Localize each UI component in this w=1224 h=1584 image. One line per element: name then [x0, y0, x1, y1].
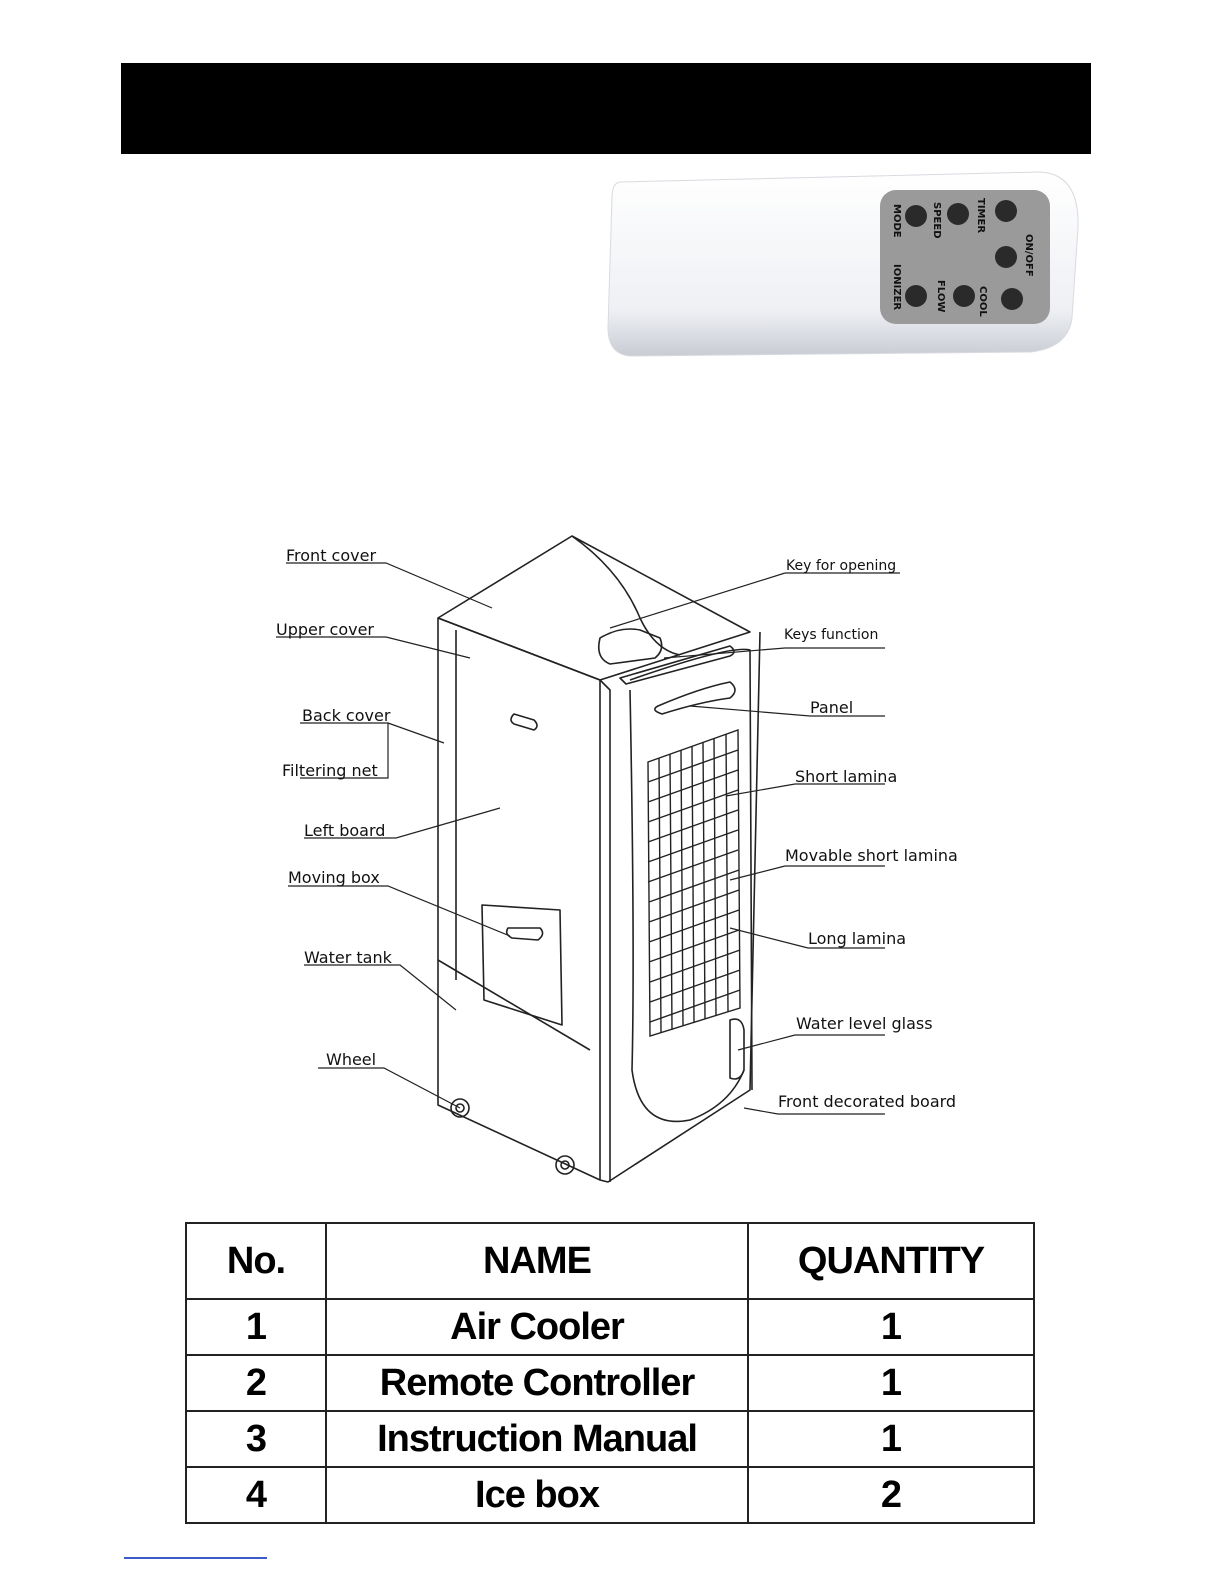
table-row: [186, 1411, 1034, 1467]
cell-quantity: 1: [748, 1355, 1034, 1411]
table-header-row: [186, 1223, 1034, 1299]
table-row: [186, 1355, 1034, 1411]
label-movable-short-lamina: Movable short lamina: [785, 846, 958, 865]
cell-no: 2: [186, 1355, 326, 1411]
label-left-board: Left board: [304, 821, 386, 840]
remote-label-onoff: ON/OFF: [1023, 234, 1034, 277]
remote-label-timer: TIMER: [975, 198, 986, 234]
footer-divider: [124, 1557, 267, 1559]
cell-name: Instruction Manual: [326, 1411, 748, 1467]
label-front-decorated-board: Front decorated board: [778, 1092, 957, 1111]
table-row: [186, 1467, 1034, 1523]
label-back-cover: Back cover: [302, 706, 391, 725]
header-no: No.: [186, 1223, 326, 1299]
cell-quantity: 1: [748, 1299, 1034, 1355]
cell-name: Remote Controller: [326, 1355, 748, 1411]
parts-table: [185, 1222, 1035, 1524]
label-filtering-net: Filtering net: [282, 761, 378, 780]
remote-controller-illustration: [600, 168, 1082, 363]
label-key-for-opening: Key for opening: [786, 558, 897, 574]
label-wheel: Wheel: [326, 1050, 377, 1069]
cell-name: Air Cooler: [326, 1299, 748, 1355]
cell-no: 3: [186, 1411, 326, 1467]
label-long-lamina: Long lamina: [808, 929, 907, 948]
remote-label-ionizer: IONIZER: [891, 264, 902, 311]
table-row: [186, 1299, 1034, 1355]
label-front-cover: Front cover: [286, 546, 377, 565]
air-cooler-diagram: [260, 530, 990, 1190]
header-bar: [121, 63, 1091, 154]
label-panel: Panel: [810, 698, 854, 717]
cell-no: 1: [186, 1299, 326, 1355]
cell-quantity: 1: [748, 1411, 1034, 1467]
remote-label-flow: FLOW: [935, 280, 946, 313]
label-moving-box: Moving box: [288, 868, 380, 887]
remote-label-mode: MODE: [891, 204, 902, 238]
cell-no: 4: [186, 1467, 326, 1523]
remote-label-speed: SPEED: [931, 202, 942, 239]
label-water-level-glass: Water level glass: [796, 1014, 933, 1033]
remote-label-cool: COOL: [977, 286, 988, 317]
header-name: NAME: [326, 1223, 748, 1299]
cell-name: Ice box: [326, 1467, 748, 1523]
label-water-tank: Water tank: [304, 948, 392, 967]
label-upper-cover: Upper cover: [276, 620, 375, 639]
cell-quantity: 2: [748, 1467, 1034, 1523]
header-quantity: QUANTITY: [748, 1223, 1034, 1299]
label-short-lamina: Short lamina: [795, 767, 898, 786]
label-keys-function: Keys function: [784, 627, 879, 643]
